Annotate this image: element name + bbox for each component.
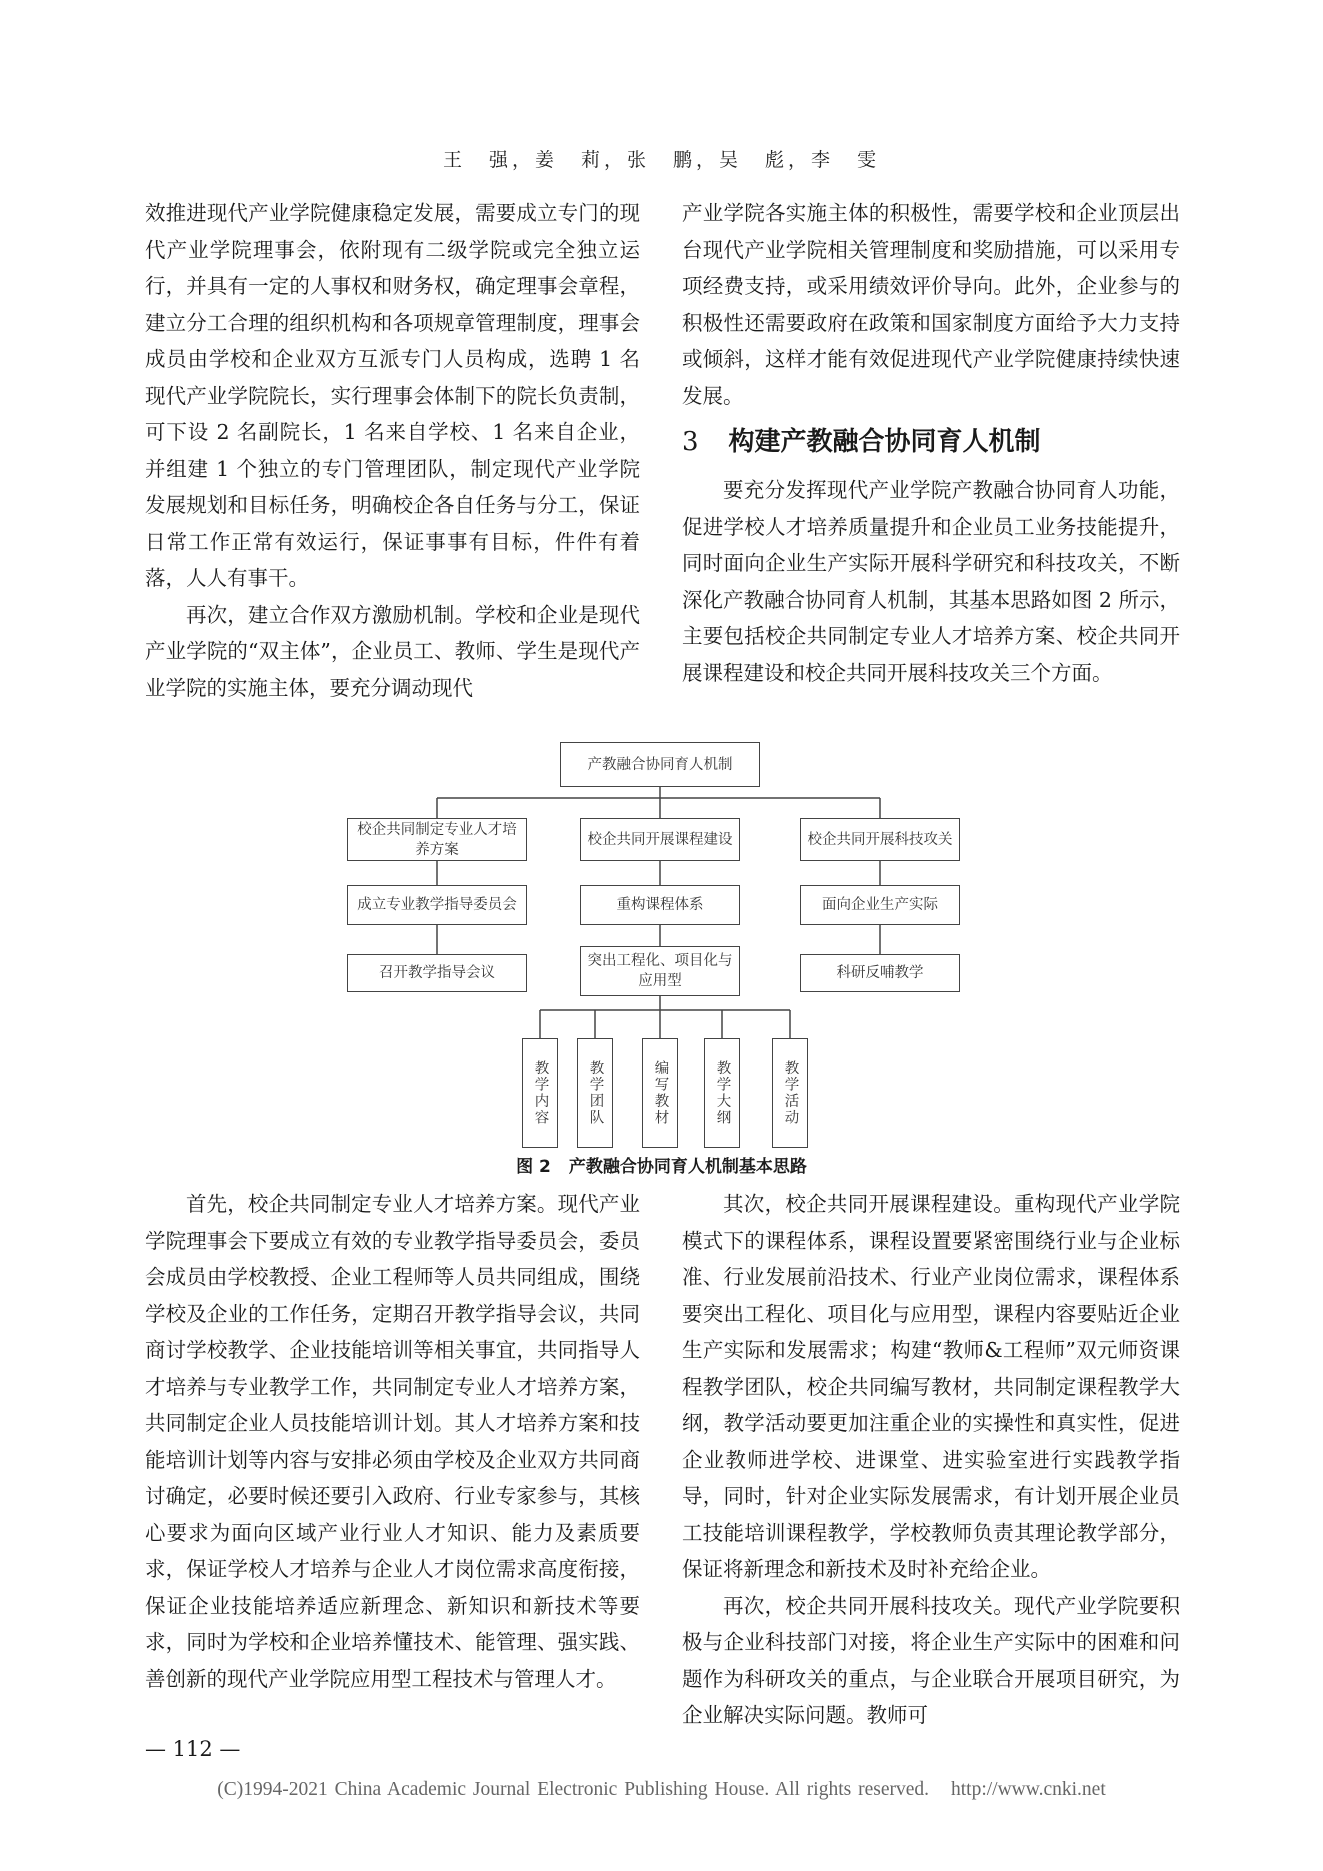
diagram-node-guidance-meeting: 召开教学指导会议 [347, 954, 527, 992]
diagram-leaf-teaching-team: 教学团队 [577, 1038, 613, 1148]
figure-2-diagram [0, 738, 1323, 1178]
diagram-node-course-building: 校企共同开展课程建设 [580, 818, 740, 861]
section-heading [682, 420, 1180, 464]
section-title: 构建产教融合协同育人机制 [728, 427, 1041, 457]
paragraph: 效推进现代产业学院健康稳定发展，需要成立专门的现代产业学院理事会，依附现有二级学院或完全独立运行，并具有一定的人事权和财务权，确定理事会章程，建立分工合理的组织机构和各项规章管理制度，理事会成员由学校和企业双方互派专门人员构成，选聘 1 名现代产业学院院长，实行理事会体制下的院长负责制，可下设 2 名副院长，1 名来自学校、1 名来自企业，并组建 1 个独立的专门管理团队，制定现代产业学院发展规划和目标任务，明确校企各自任务与分工，保证日常工作正常有效运行，保证事事有目标，件件有着落，人人有事干。 [145, 201, 640, 590]
running-header: 王 强，姜 莉，张 鹏，吴 彪，李 雯 [442, 149, 880, 171]
left-column-top [145, 195, 640, 706]
figure-title: 产教融合协同育人机制基本思路 [568, 1157, 807, 1177]
diagram-node-talent-plan: 校企共同制定专业人才培养方案 [347, 818, 527, 861]
paragraph: 其次，校企共同开展课程建设。重构现代产业学院模式下的课程体系，课程设置要紧密围绕行业与企业标准、行业发展前沿技术、行业产业岗位需求，课程体系要突出工程化、项目化与应用型，课程内容要贴近企业生产实际和发展需求；构建“教师&工程师”双元师资课程教学团队，校企共同编写教材，共同制定课程教学大纲，教学活动要更加注重企业的实操性和真实性，促进企业教师进学校、进课堂、进实验室进行实践教学指导，同时，针对企业实际发展需求，有计划开展企业员工技能培训课程教学，学校教师负责其理论教学部分，保证将新理念和新技术及时补充给企业。 [682, 1192, 1180, 1581]
diagram-node-production-practice: 面向企业生产实际 [800, 885, 960, 925]
diagram-node-committee: 成立专业教学指导委员会 [347, 885, 527, 925]
copyright-footer [0, 1779, 1323, 1801]
figure-number: 图 2 [516, 1157, 551, 1177]
figure-caption [0, 1152, 1323, 1177]
diagram-node-tech-research: 校企共同开展科技攻关 [800, 818, 960, 861]
footer-url: http://www.cnki.net [951, 1779, 1106, 1800]
paragraph: 要充分发挥现代产业学院产教融合协同育人功能，促进学校人才培养质量提升和企业员工业务技能提升，同时面向企业生产实际开展科学研究和科技攻关，不断深化产教融合协同育人机制，其基本思路如图 2 所示，主要包括校企共同制定专业人才培养方案、校企共同开展课程建设和校企共同开展科技攻关三个方面。 [682, 478, 1180, 685]
paragraph: 再次，建立合作双方激励机制。学校和企业是现代产业学院的“双主体”，企业员工、教师、学生是现代产业学院的实施主体，要充分调动现代 [145, 602, 640, 700]
paragraph: 产业学院各实施主体的积极性，需要学校和企业顶层出台现代产业学院相关管理制度和奖励措施，可以采用专项经费支持，或采用绩效评价导向。此外，企业参与的积极性还需要政府在政策和国家制度方面给予大力支持或倾斜，这样才能有效促进现代产业学院健康持续快速发展。 [682, 201, 1180, 408]
page-number: — 112 — [145, 1737, 241, 1761]
left-column-bottom [145, 1186, 640, 1697]
diagram-node-course-system: 重构课程体系 [580, 885, 740, 925]
diagram-leaf-activities: 教学活动 [772, 1038, 808, 1148]
paragraph: 首先，校企共同制定专业人才培养方案。现代产业学院理事会下要成立有效的专业教学指导委员会，委员会成员由学校教授、企业工程师等人员共同组成，围绕学校及企业的工作任务，定期召开教学指导会议，共同商讨学校教学、企业技能培训等相关事宜，共同指导人才培养与专业教学工作，共同制定专业人才培养方案，共同制定企业人员技能培训计划。其人才培养方案和技能培训计划等内容与安排必须由学校及企业双方共同商讨确定，必要时候还要引入政府、行业专家参与，其核心要求为面向区域产业行业人才知识、能力及素质要求，保证学校人才培养与企业人才岗位需求高度衔接，保证企业技能培养适应新理念、新知识和新技术等要求，同时为学校和企业培养懂技术、能管理、强实践、善创新的现代产业学院应用型工程技术与管理人才。 [145, 1192, 640, 1691]
paragraph: 再次，校企共同开展科技攻关。现代产业学院要积极与企业科技部门对接，将企业生产实际中的困难和问题作为科研攻关的重点，与企业联合开展项目研究，为企业解决实际问题。教师可 [682, 1593, 1180, 1727]
diagram-leaf-syllabus: 教学大纲 [704, 1038, 740, 1148]
diagram-root-node: 产教融合协同育人机制 [560, 742, 760, 787]
right-column-top [682, 195, 1180, 691]
diagram-node-research-feedback: 科研反哺教学 [800, 954, 960, 992]
diagram-node-engineering-emphasis: 突出工程化、项目化与应用型 [580, 946, 740, 996]
diagram-leaf-teaching-content: 教学内容 [522, 1038, 558, 1148]
copyright-text: (C)1994-2021 China Academic Journal Electronic Publishing House. All rights reserved. [217, 1779, 930, 1800]
section-number: 3 [682, 427, 699, 457]
diagram-leaf-textbook: 编写教材 [642, 1038, 678, 1148]
right-column-bottom [682, 1186, 1180, 1734]
